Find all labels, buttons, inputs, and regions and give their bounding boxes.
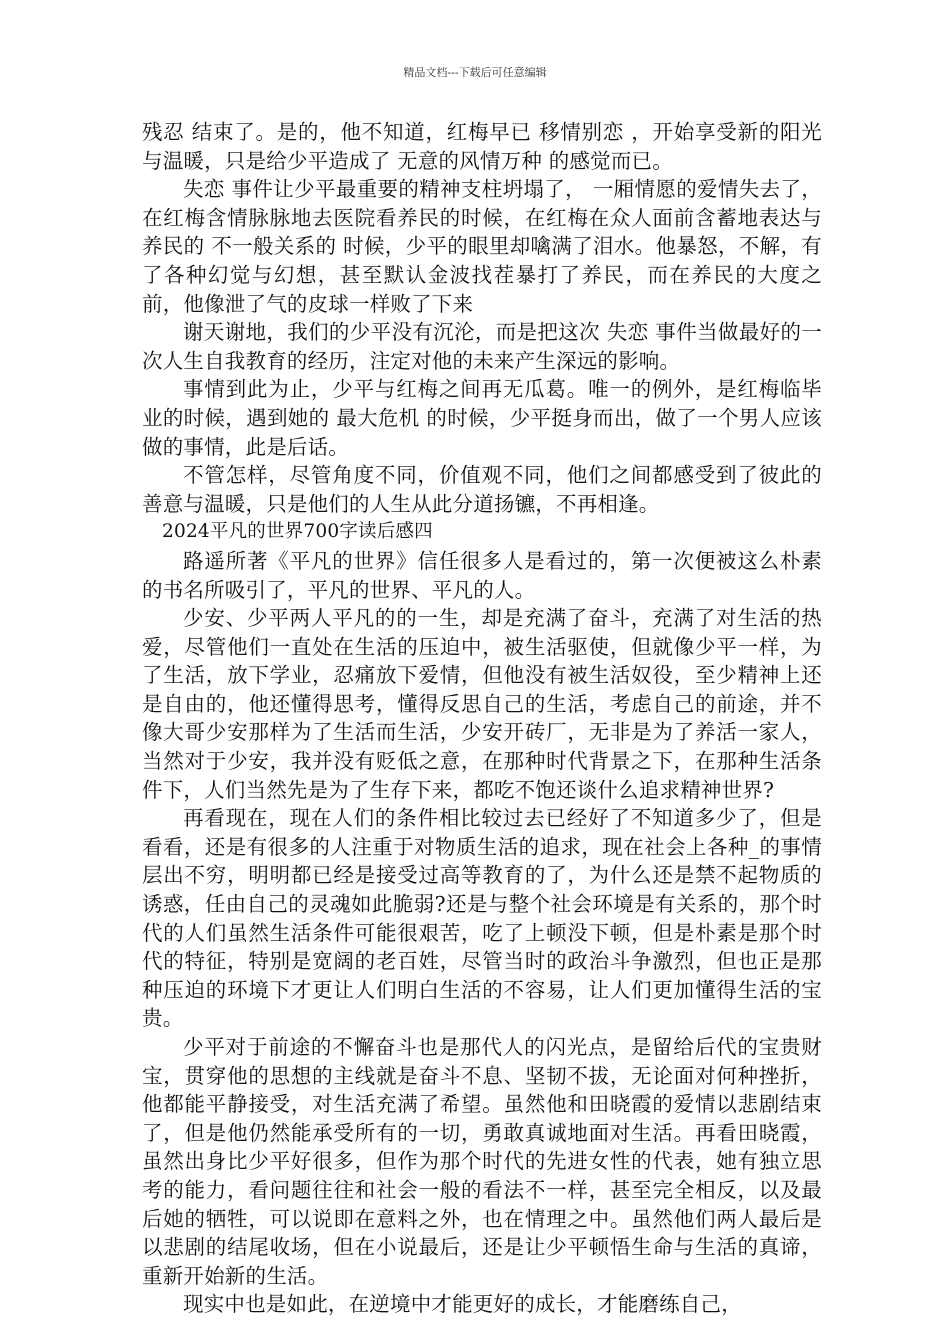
paragraph: 少平对于前途的不懈奋斗也是那代人的闪光点，是留给后代的宝贵财宝，贯穿他的思想的主线就是奋斗不息、坚韧不拔，无论面对何种挫折，他都能平静接受，对生活充满了希望。虽然他和田晓霞的爱情以悲剧结束了，但是他仍然能承受所有的一切，勇敢真诚地面对生活。再看田晓霞，虽然出身比少平好很多，但作为那个时代的先进女性的代表，她有独立思考的能力，看问题往往和社会一般的看法不一样，甚至完全相反，以及最后她的牺牲，可以说即在意料之外，也在情理之中。虽然他们两人最后是以悲剧的结尾收场，但在小说最后，还是让少平顿悟生命与生活的真谛，重新开始新的生活。 — [142, 1035, 822, 1288]
paragraph: 路遥所著《平凡的世界》信任很多人是看过的，第一次便被这么朴素的书名所吸引了，平凡的世界、平凡的人。 — [142, 548, 822, 602]
paragraph: 少安、少平两人平凡的的一生，却是充满了奋斗，充满了对生活的热爱，尽管他们一直处在生活的压迫中，被生活驱使，但就像少平一样，为了生活，放下学业，忍痛放下爱情，但他没有被生活奴役，至少精神上还是自由的，他还懂得思考，懂得反思自己的生活，考虑自己的前途，并不像大哥少安那样为了生活而生活，少安开砖厂，无非是为了养活一家人，当然对于少安，我并没有贬低之意，在那种时代背景之下，在那种生活条件下，人们当然先是为了生存下来，都吃不饱还谈什么追求精神世界? — [142, 606, 822, 802]
paragraph: 谢天谢地，我们的少平没有沉沦，而是把这次 失恋 事件当做最好的一次人生自我教育的经历，注定对他的未来产生深远的影响。 — [142, 320, 822, 373]
paragraph: 失恋 事件让少平最重要的精神支柱坍塌了， 一厢情愿的爱情失去了，在红梅含情脉脉地去医院看养民的时候，在红梅在众人面前含蓄地表达与养民的 不一般关系的 时候，少平的眼里却噙满了泪水。他暴怒，不解，有了各种幻觉与幻想，甚至默认金波找茬暴打了养民，而在养民的大度之前，他像泄了气的皮球一样败了下来 — [142, 177, 822, 316]
paragraph: 不管怎样，尽管角度不同，价值观不同，他们之间都感受到了彼此的善意与温暖，只是他们的人生从此分道扬镳，不再相逢。 — [142, 463, 822, 516]
paragraph: 残忍 结束了。是的，他不知道，红梅早已 移情别恋 ，开始享受新的阳光与温暖，只是给少平造成了 无意的风情万种 的感觉而已。 — [142, 120, 822, 173]
page-header: 精品文档---下载后可任意编辑 — [403, 66, 547, 79]
document-body — [142, 118, 822, 1319]
paragraph: 再看现在，现在人们的条件相比较过去已经好了不知道多少了，但是看看，还是有很多的人注重于对物质生活的追求，现在社会上各种_的事情层出不穷，明明都已经是接受过高等教育的了，为什么还是禁不起物质的诱惑，任由自己的灵魂如此脆弱?还是与整个社会环境是有关系的，那个时代的人们虽然生活条件可能很艰苦，吃了上顿没下顿，但是朴素是那个时代的特征，特别是宽阔的老百姓，尽管当时的政治斗争激烈，但也正是那种压迫的环境下才更让人们明白生活的不容易，让人们更加懂得生活的宝贵。 — [142, 806, 822, 1031]
paragraph: 事情到此为止，少平与红梅之间再无瓜葛。唯一的例外，是红梅临毕业的时候，遇到她的 最大危机 的时候，少平挺身而出，做了一个男人应该做的事情，此是后话。 — [142, 377, 822, 459]
paragraph: 现实中也是如此，在逆境中才能更好的成长，才能磨练自己， — [183, 1292, 742, 1317]
section-heading: 2024平凡的世界700字读后感四 — [162, 521, 433, 543]
